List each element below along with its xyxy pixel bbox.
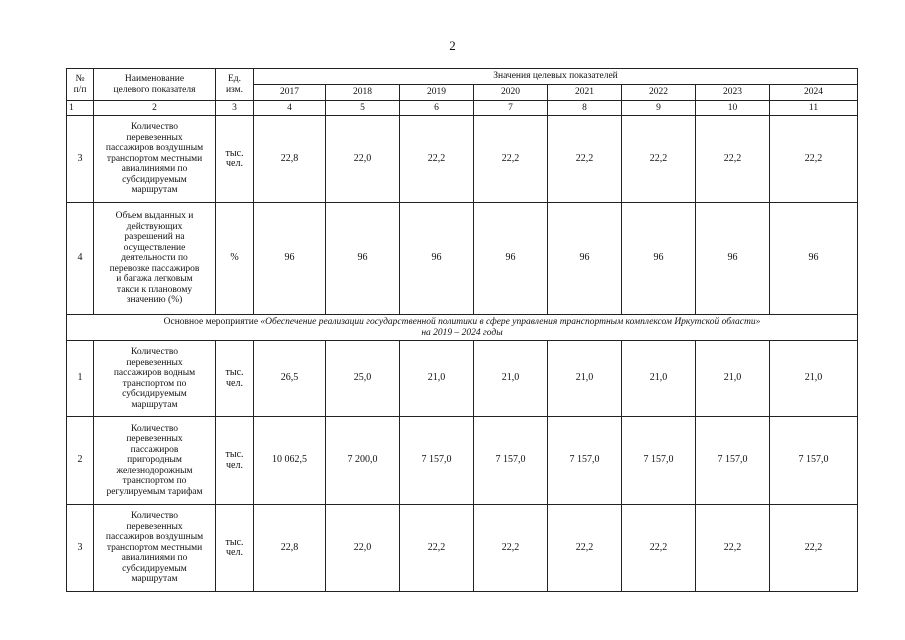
column-number: 4 <box>254 101 326 116</box>
unit: тыс. чел. <box>216 505 254 592</box>
unit: тыс. чел. <box>216 116 254 203</box>
value-cell: 22,0 <box>326 505 400 592</box>
section-row <box>67 315 858 341</box>
table-row <box>67 505 858 592</box>
value-cell: 22,2 <box>474 116 548 203</box>
header-values: Значения целевых показателей <box>254 69 858 85</box>
value-cell: 7 157,0 <box>622 417 696 505</box>
unit: тыс. чел. <box>216 417 254 505</box>
value-cell: 21,0 <box>770 341 858 417</box>
page-number: 2 <box>449 38 456 53</box>
column-number: 1 <box>67 101 94 116</box>
value-cell: 25,0 <box>326 341 400 417</box>
value-cell: 7 157,0 <box>696 417 770 505</box>
year-cell: 2024 <box>770 85 858 101</box>
value-cell: 22,2 <box>696 116 770 203</box>
year-cell: 2020 <box>474 85 548 101</box>
year-cell: 2021 <box>548 85 622 101</box>
table-row <box>67 116 858 203</box>
year-cell: 2022 <box>622 85 696 101</box>
table-row <box>67 341 858 417</box>
indicator-name: Количество перевезенных пассажиров воздушным транспортом местными авиалиниями по субсидируемым маршрутам <box>94 116 216 203</box>
value-cell: 21,0 <box>696 341 770 417</box>
value-cell: 96 <box>548 203 622 315</box>
value-cell: 22,8 <box>254 116 326 203</box>
value-cell: 7 157,0 <box>770 417 858 505</box>
value-cell: 22,2 <box>548 116 622 203</box>
value-cell: 96 <box>696 203 770 315</box>
section-period: на 2019 – 2024 годы <box>421 327 503 338</box>
column-number: 11 <box>770 101 858 116</box>
year-cell: 2019 <box>400 85 474 101</box>
header-num: № п/п <box>67 69 94 101</box>
column-number: 2 <box>94 101 216 116</box>
year-cell: 2018 <box>326 85 400 101</box>
value-cell: 21,0 <box>474 341 548 417</box>
value-cell: 10 062,5 <box>254 417 326 505</box>
value-cell: 22,2 <box>696 505 770 592</box>
value-cell: 7 157,0 <box>400 417 474 505</box>
value-cell: 7 157,0 <box>548 417 622 505</box>
value-cell: 96 <box>400 203 474 315</box>
column-number: 9 <box>622 101 696 116</box>
value-cell: 22,2 <box>548 505 622 592</box>
value-cell: 96 <box>254 203 326 315</box>
section-name: «Обеспечение реализации государственной политики в сфере управления транспортным комплексом Иркутской области» <box>260 316 761 327</box>
table-row <box>67 417 858 505</box>
section-title <box>67 315 858 341</box>
value-cell: 96 <box>770 203 858 315</box>
indicators-table <box>66 68 858 592</box>
value-cell: 22,0 <box>326 116 400 203</box>
section-prefix: Основное мероприятие <box>163 316 261 327</box>
row-number: 3 <box>67 116 94 203</box>
indicator-name: Количество перевезенных пассажиров водным транспортом по субсидируемым маршрутам <box>94 341 216 417</box>
indicator-name: Количество перевезенных пассажиров пригородным железнодорожным транспортом по регулируемым тарифам <box>94 417 216 505</box>
indicator-name: Объем выданных и действующих разрешений на осуществление деятельности по перевозке пассажиров и багажа легковым такси к плановому значению (%) <box>94 203 216 315</box>
year-cell: 2023 <box>696 85 770 101</box>
value-cell: 96 <box>326 203 400 315</box>
column-number: 5 <box>326 101 400 116</box>
indicator-name: Количество перевезенных пассажиров воздушным транспортом местными авиалиниями по субсидируемым маршрутам <box>94 505 216 592</box>
table-row <box>67 203 858 315</box>
value-cell: 22,2 <box>622 116 696 203</box>
value-cell: 7 200,0 <box>326 417 400 505</box>
value-cell: 22,2 <box>400 505 474 592</box>
column-number: 6 <box>400 101 474 116</box>
header-row <box>67 69 858 85</box>
column-number: 3 <box>216 101 254 116</box>
value-cell: 21,0 <box>400 341 474 417</box>
value-cell: 22,2 <box>400 116 474 203</box>
value-cell: 21,0 <box>622 341 696 417</box>
value-cell: 22,2 <box>770 505 858 592</box>
header-unit: Ед. изм. <box>216 69 254 101</box>
value-cell: 26,5 <box>254 341 326 417</box>
year-cell: 2017 <box>254 85 326 101</box>
row-number: 3 <box>67 505 94 592</box>
column-number: 8 <box>548 101 622 116</box>
column-numbers-row <box>67 101 858 116</box>
column-number: 10 <box>696 101 770 116</box>
column-number: 7 <box>474 101 548 116</box>
unit: тыс. чел. <box>216 341 254 417</box>
row-number: 2 <box>67 417 94 505</box>
value-cell: 96 <box>474 203 548 315</box>
value-cell: 21,0 <box>548 341 622 417</box>
value-cell: 22,8 <box>254 505 326 592</box>
header-name: Наименование целевого показателя <box>94 69 216 101</box>
value-cell: 22,2 <box>622 505 696 592</box>
unit: % <box>216 203 254 315</box>
value-cell: 22,2 <box>474 505 548 592</box>
row-number: 4 <box>67 203 94 315</box>
row-number: 1 <box>67 341 94 417</box>
value-cell: 22,2 <box>770 116 858 203</box>
value-cell: 96 <box>622 203 696 315</box>
value-cell: 7 157,0 <box>474 417 548 505</box>
